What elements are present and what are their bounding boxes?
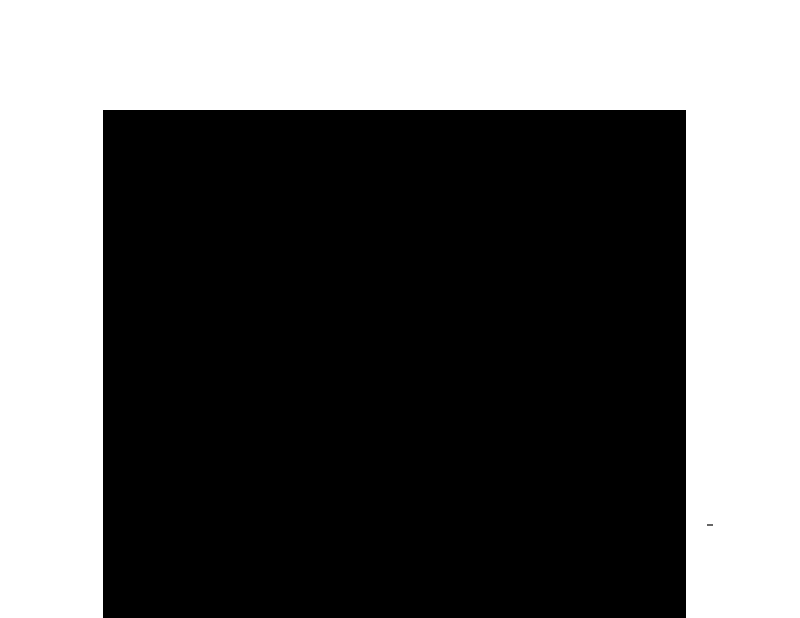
scanned-page xyxy=(103,110,686,618)
toc-rotated-content xyxy=(103,110,686,618)
scan-speck xyxy=(707,524,713,526)
